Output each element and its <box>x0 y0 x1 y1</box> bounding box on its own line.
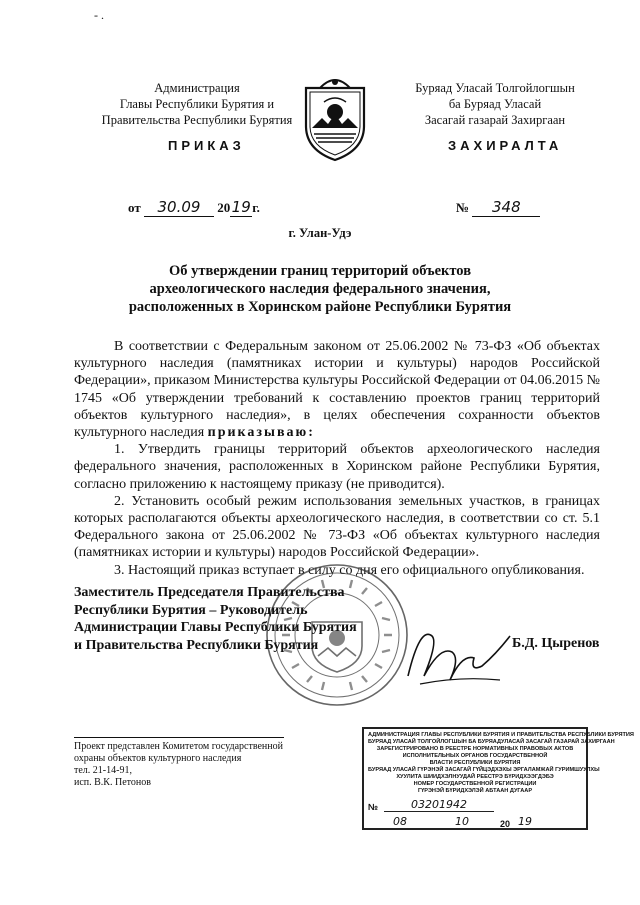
year-value: 19 <box>231 198 251 216</box>
signer-name: Б.Д. Цыренов <box>512 636 600 651</box>
doc-type-right: ЗАХИРАЛТА <box>448 138 563 153</box>
position-line: Республики Бурятия – Руководитель <box>74 602 308 618</box>
stamp-date-row <box>368 815 582 829</box>
title-line: археологического наследия федерального значения, <box>149 281 491 297</box>
stamp-line: ИСПОЛНИТЕЛЬНЫХ ОРГАНОВ ГОСУДАРСТВЕННОЙ <box>402 753 548 759</box>
issuer-right-line: Буряад Уласай Толгойлогшын <box>415 81 575 95</box>
issuer-left-line: Правительства Республики Бурятия <box>101 113 293 127</box>
position-line: Администрации Главы Республики Бурятия <box>74 620 357 635</box>
stamp-date-day: 08 <box>378 815 422 829</box>
stamp-line: ГҮРЭНЭЙ БҮРИДХЭЛЭЙ АБТААН ДУГААР <box>417 788 533 794</box>
stamp-line: БУРЯАД УЛАСАЙ ГҮРЭНЭЙ ЗАСАГАЙ ГҮЙЦЭДХЭХЫ ЭРГАЛАМЖАЙ ГУРИМШУУЛХЫ <box>368 767 600 773</box>
stamp-line: БУРЯАД УЛАСАЙ ТОЛГОЙЛОГШЫН БА БУРЯАДУЛАСАЙ ЗАСАГАЙ ГАЗАРАЙ ЗАХИРГААН <box>368 739 615 745</box>
stamp-number-value: 03201942 <box>384 798 494 812</box>
footnote <box>74 741 314 789</box>
footnote-line: исп. В.К. Петонов <box>74 777 151 788</box>
year-suffix: г. <box>252 200 260 215</box>
city: г. Улан-Удэ <box>288 226 352 240</box>
stamp-date-year: 19 <box>510 815 540 829</box>
year-prefix: 20 <box>217 200 231 215</box>
date-prefix: от <box>128 200 141 215</box>
order-word: приказываю: <box>207 425 315 441</box>
title-line: Об утверждении границ территорий объектов <box>168 263 472 279</box>
order-item-2: 2. Установить особый режим использования земельных участков, в границах которых располагаются объекты археологического наследия, в соответствии со ст. 5.1 Федерального закона от 25.06.2002 № 73-ФЗ «Об объектах культурного наследия (памятниках истории и культуры) народов Российской Федерации». <box>74 493 600 561</box>
position-line: Заместитель Председателя Правительства <box>74 585 345 600</box>
signatory-position <box>74 584 357 654</box>
title-line: расположенных в Хоринском районе Республики Бурятия <box>128 299 512 315</box>
order-date <box>128 198 260 217</box>
number-prefix: № <box>456 200 470 215</box>
footnote-line: охраны объектов культурного наследия <box>74 753 242 764</box>
doc-type-left: ПРИКАЗ <box>168 138 245 153</box>
issuer-right-block <box>395 80 595 128</box>
order-item-3: 3. Настоящий приказ вступает в силу со дня его официального опубликования. <box>114 562 585 578</box>
footnote-line: Проект представлен Комитетом государственной <box>74 741 283 752</box>
document-title <box>60 262 580 316</box>
issuer-right-line: ба Буряад Уласай <box>448 97 542 111</box>
document-body <box>74 338 600 579</box>
handwritten-signature-icon <box>400 606 520 696</box>
stamp-line: ЗАРЕГИСТРИРОВАНО В РЕЕСТРЕ НОРМАТИВНЫХ ПРАВОВЫХ АКТОВ <box>376 746 574 752</box>
stamp-line: ХУУЛИТА ШИИДХЭЛНУУДАЙ РЕЕСТРЭ БҮРИДХЭЭГДЭБЭ <box>396 774 554 780</box>
footnote-divider <box>74 737 284 738</box>
stamp-line: ВЛАСТИ РЕСПУБЛИКИ БУРЯТИЯ <box>429 760 521 766</box>
coat-of-arms-icon <box>298 74 372 164</box>
intro-paragraph <box>74 338 600 441</box>
stamp-year-prefix: 20 <box>500 819 511 829</box>
stamp-date-month: 10 <box>430 815 494 829</box>
order-number <box>456 198 540 217</box>
corner-mark: - . <box>94 8 104 22</box>
stamp-line: АДМИНИСТРАЦИЯ ГЛАВЫ РЕСПУБЛИКИ БУРЯТИЯ И ПРАВИТЕЛЬСТВА РЕСПУБЛИКИ БУРЯТИЯ <box>368 732 634 738</box>
number-value: 348 <box>472 198 540 217</box>
order-item-1: 1. Утвердить границы территорий объектов археологического наследия федерального значения, расположенных в Хоринском районе Республики Бурятия, согласно приложению к настоящему приказу (не приводится). <box>74 442 600 492</box>
stamp-number-row <box>368 798 582 812</box>
issuer-left-line: Главы Республики Бурятия и <box>119 97 275 111</box>
issuer-left-line: Администрация <box>154 81 240 95</box>
issuer-left-block <box>92 80 302 128</box>
footnote-line: тел. 21-14-91, <box>74 765 132 776</box>
registry-stamp <box>362 727 634 830</box>
stamp-line: НОМЕР ГОСУДАРСТВЕННОЙ РЕГИСТРАЦИИ <box>413 781 537 787</box>
issuer-right-line: Засагай газарай Захиргаан <box>424 113 566 127</box>
position-line: и Правительства Республики Бурятия <box>74 637 319 653</box>
stamp-number-prefix: № <box>368 802 379 812</box>
intro-text: В соответствии с Федеральным законом от 25.06.2002 № 73-ФЗ «Об объектах культурного наследия (памятниках истории и культуры) народов Российской Федерации», приказом Министерства культуры Российской Федерации от 04.06.2015 № 1745 «Об утверждении требований к составлению проектов границ территорий объектов культурного наследия», в целях обеспечения сохранности объектов культурного наследия <box>74 339 600 441</box>
date-value: 30.09 <box>144 198 214 217</box>
